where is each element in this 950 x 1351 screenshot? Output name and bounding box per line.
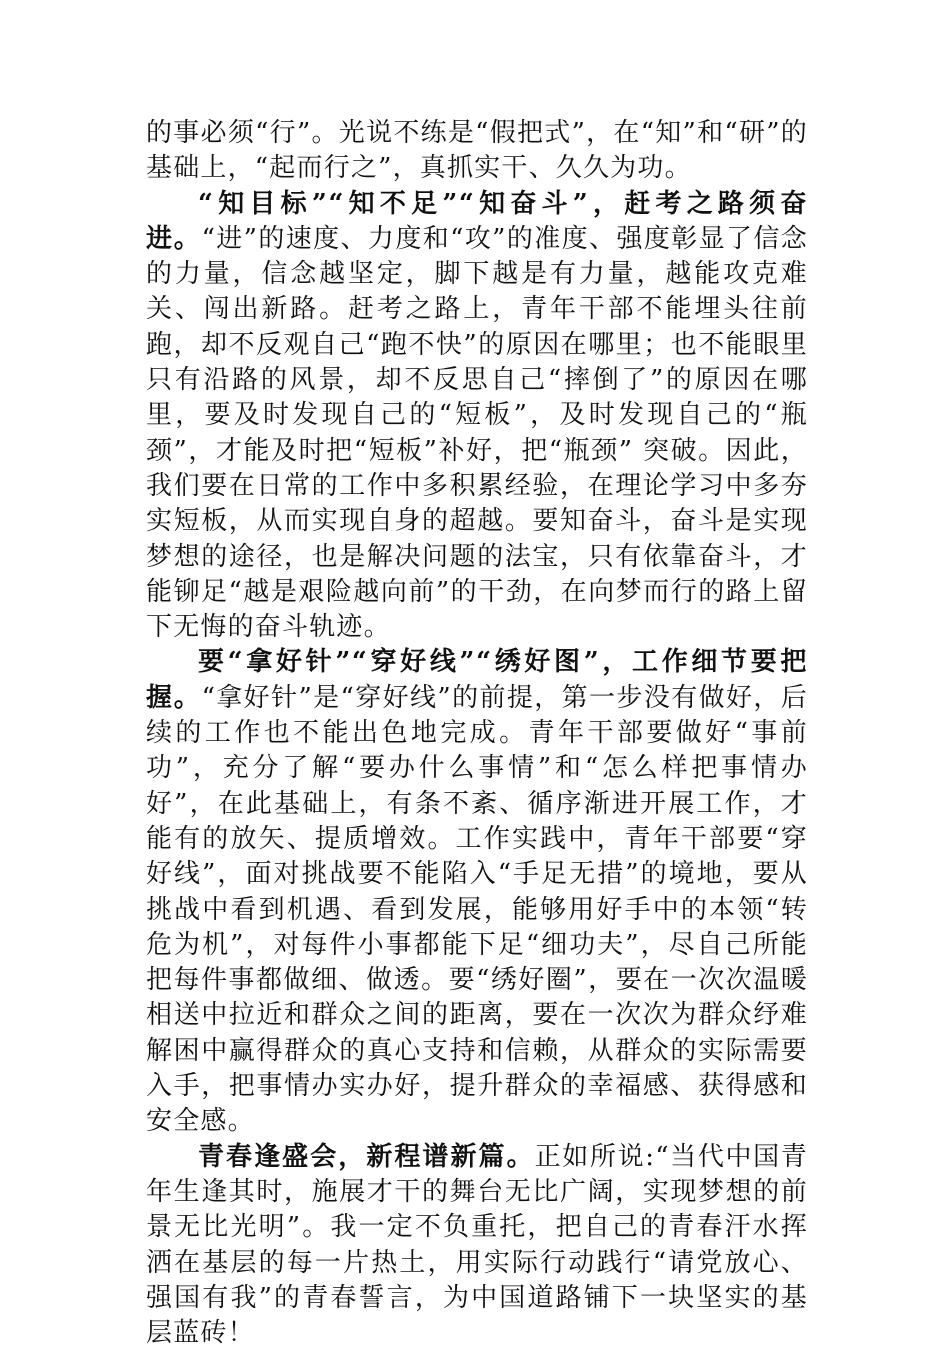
paragraph-2-heading: “知目标”“知不足”“知奋斗”，赶考之路须奋进。 [146, 188, 808, 254]
paragraph-1-text: 的事必须“行”。光说不练是“假把式”，在“知”和“研”的基础上，“起而行之”，真抓实干、久久为功。 [146, 118, 808, 184]
paragraph-4-heading: 青春逢盛会，新程谱新篇。 [198, 1141, 535, 1172]
document-page [146, 116, 808, 1351]
paragraph-2 [146, 187, 808, 646]
paragraph-3-heading: 要“拿好针”“穿好线”“绣好图”，工作细节要把握。 [146, 647, 808, 713]
paragraph-4 [146, 1140, 808, 1351]
paragraph-3-text: “拿好针”是“穿好线”的前提，第一步没有做好，后续的工作也不能出色地完成。青年干部要做好“事前功”，充分了解“要办什么事情”和“怎么样把事情办好”，在此基础上，有条不紊、循序渐进开展工作，才能有的放矢、提质增效。工作实践中，青年干部要“穿好线”，面对挑战要不能陷入“手足无措”的境地，要从挑战中看到机遇、看到发展，能够用好手中的本领“转危为机”，对每件小事都能下足“细功夫”，尽自己所能把每件事都做细、做透。要“绣好圈”，要在一次次温暖相送中拉近和群众之间的距离，要在一次次为群众纾难解困中赢得群众的真心支持和信赖，从群众的实际需要入手，把事情办实办好，提升群众的幸福感、获得感和安全感。 [146, 682, 809, 1137]
paragraph-3 [146, 645, 808, 1139]
paragraph-2-text: “进”的速度、力度和“攻”的准度、强度彰显了信念的力量，信念越坚定，脚下越是有力量，越能攻克难关、闯出新路。赶考之路上，青年干部不能埋头往前跑，却不反观自己“跑不快”的原因在哪里；也不能眼里只有沿路的风景，却不反思自己“摔倒了”的原因在哪里，要及时发现自己的“短板”，及时发现自己的“瓶颈”，才能及时把“短板”补好，把“瓶颈” 突破。因此，我们要在日常的工作中多积累经验，在理论学习中多夯实短板，从而实现自身的超越。要知奋斗，奋斗是实现梦想的途径，也是解决问题的法宝，只有依靠奋斗，才能铆足“越是艰险越向前”的干劲，在向梦而行的路上留下无悔的奋斗轨迹。 [146, 223, 809, 643]
paragraph-1 [146, 116, 808, 187]
paragraph-4-text: 正如所说:“当代中国青年生逢其时，施展才干的舞台无比广阔，实现梦想的前景无比光明”。我一定不负重托，把自己的青春汗水挥洒在基层的每一片热土，用实际行动践行“请党放心、强国有我”的青春誓言，为中国道路铺下一块坚实的基层蓝砖！ [146, 1141, 808, 1349]
